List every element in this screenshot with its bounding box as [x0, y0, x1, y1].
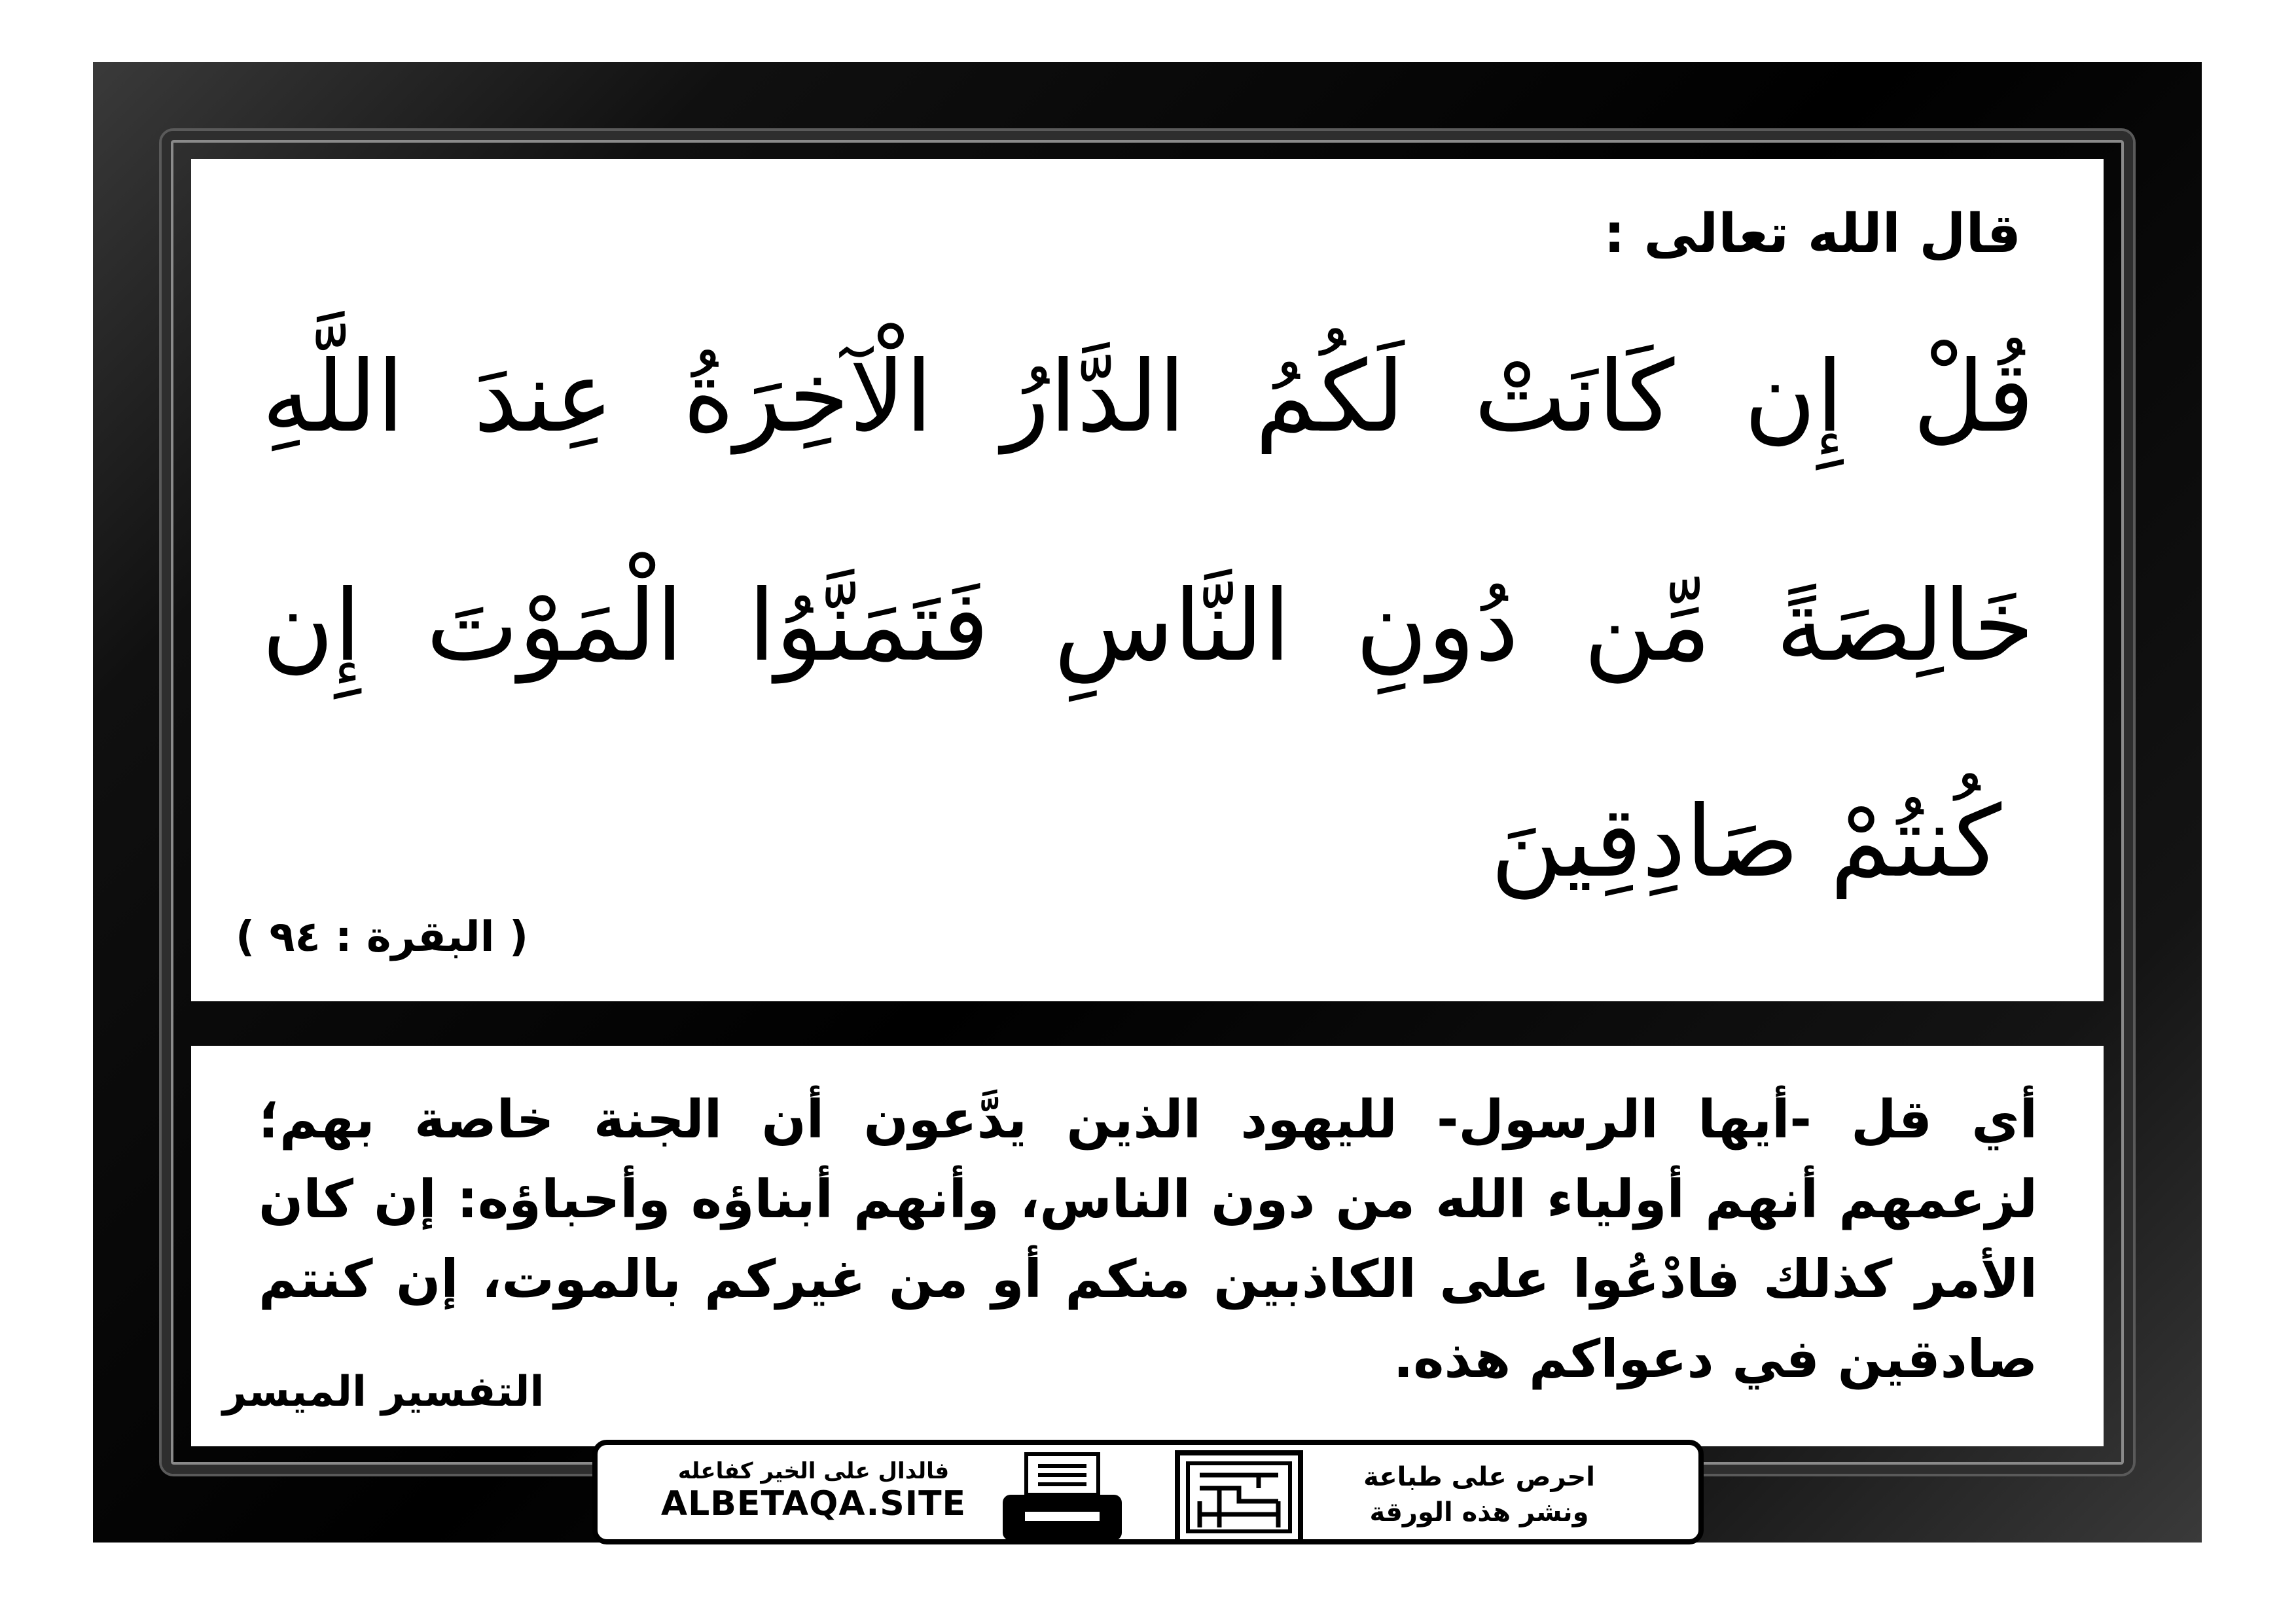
logo-icon: [1174, 1449, 1304, 1546]
verse-reference: ( البقرة : ٩٤ ): [236, 913, 529, 961]
site-link[interactable]: ALBETAQA.SITE: [660, 1484, 967, 1524]
verse-line-1: قُلْ إِن كَانَتْ لَكُمُ الدَّارُ الْآخِرَةُ عِندَ اللَّهِ: [262, 340, 2034, 454]
footer-print-line-1: احرص على طباعة: [1363, 1462, 1595, 1492]
verse-line-3: كُنتُمْ صَادِقِينَ: [1490, 785, 2001, 899]
verse-line-2: خَالِصَةً مِّن دُونِ النَّاسِ فَتَمَنَّوُا الْمَوْتَ إِن: [262, 569, 2034, 683]
footer-site-block: [660, 1458, 967, 1524]
footer-proverb: فالدال على الخير كفاعله: [677, 1458, 950, 1484]
verse-intro-heading: قال الله تعالى :: [1604, 203, 2021, 265]
printer-icon: [1000, 1452, 1124, 1543]
tafsir-source: التفسير الميسر: [223, 1368, 545, 1416]
footer-print-line-2: ونشر هذه الورقة: [1369, 1497, 1589, 1527]
footer-bar: [592, 1440, 1704, 1544]
tafsir-text: أي قل -أيها الرسول- لليهود الذين يدَّعون أن الجنة خاصة بهم؛ لزعمهم أنهم أولياء الله من دون الناس، وأنهم أبناؤه وأحباؤه: إن كان الأمر كذلك فادْعُوا على الكاذبين منكم أو من غيركم بالموت، إن كنتم صادقين في دعواكم هذه.: [259, 1089, 2037, 1389]
footer-print-notice: [1335, 1459, 1623, 1530]
